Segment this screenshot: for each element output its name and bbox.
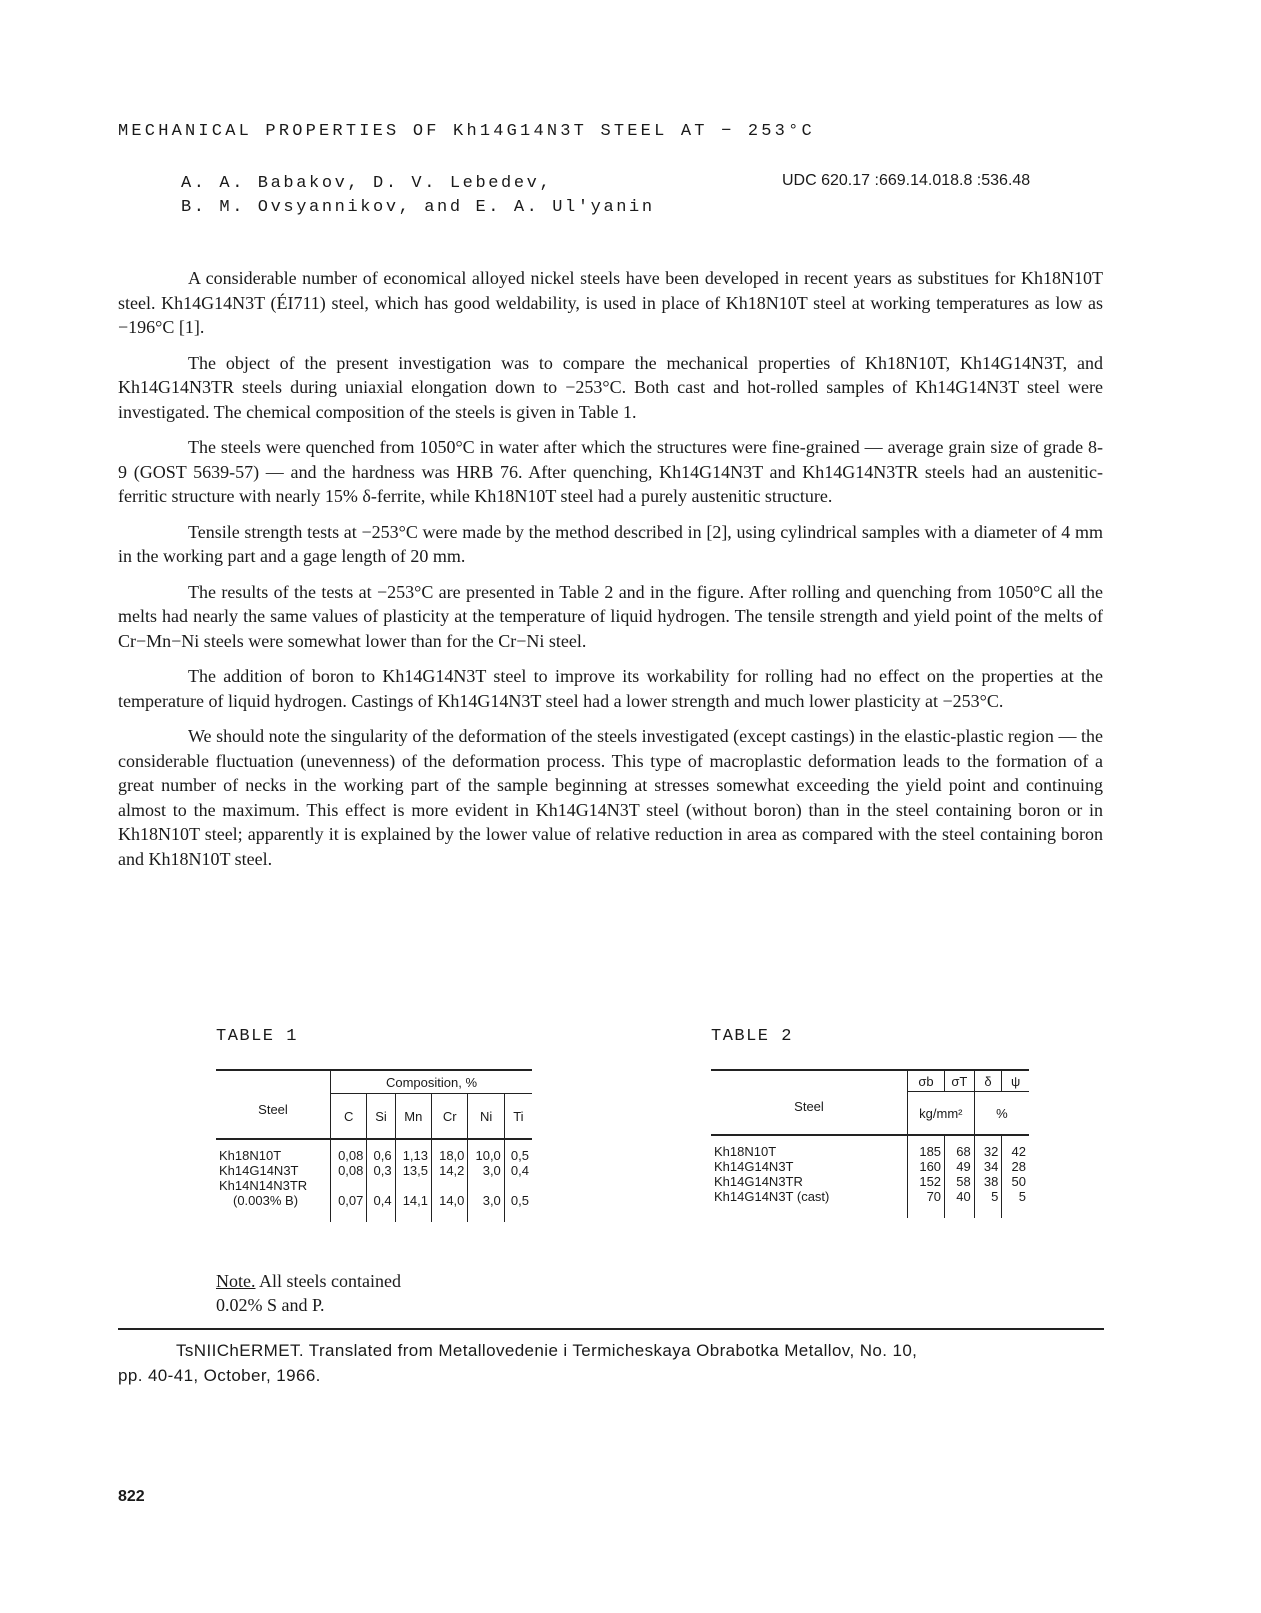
table-2-col-delta: δ — [974, 1070, 1002, 1092]
table-2-unit-percent: % — [974, 1092, 1029, 1136]
cell-value: 0,07 — [338, 1193, 364, 1208]
table-1-values-mn — [395, 1139, 431, 1222]
cell-value: 5 — [1018, 1189, 1026, 1204]
cell-value — [334, 1178, 363, 1193]
cell-value — [508, 1178, 529, 1193]
paragraph-7: We should note the singularity of the deformation of the steels investigated (except castings) in the elastic-plastic region — the considerable fluctuation (unevenness) of the deformation process. This type of macroplastic deformation leads to the formation of a great number of necks in the working part of the sample beginning at stresses somewhat exceeding the yield point and continuing almost to the maximum. This effect is more evident in Kh14G14N3T steel (without boron) than in the steel containing boron or in Kh18N10T steel; apparently it is explained by the lower value of relative reduction in area as compared with the steel containing boron and Kh18N10T steel. — [118, 726, 1103, 869]
author-line-1: A. A. Babakov, D. V. Lebedev, — [181, 174, 553, 193]
steel-name: Kh18N10T — [219, 1148, 282, 1163]
cell-value: 13,5 — [402, 1163, 429, 1178]
cell-value: 0,08 — [338, 1163, 364, 1178]
cell-value: 49 — [956, 1159, 971, 1174]
footnote-divider — [118, 1328, 1104, 1330]
cell-value: 42 — [1011, 1144, 1026, 1159]
author-line-2: B. M. Ovsyannikov, and E. A. Ul'yanin — [181, 198, 655, 217]
table-1-col-c: C — [331, 1094, 367, 1140]
table-2-col-sigma-b: σb — [908, 1070, 945, 1092]
table-2-col-sigma-t: σT — [945, 1070, 975, 1092]
page-number: 822 — [118, 1488, 145, 1505]
table-2-mechanical-properties — [711, 1069, 1029, 1218]
table-2-values-sigma-t — [945, 1135, 975, 1218]
paragraph-3: The steels were quenched from 1050°C in water after which the structures were fine-grained — average grain size of grade 8-9 (GOST 5639-57) — and the hardness was HRB 76. After quenching, Kh14G14N3T and Kh14G14N3TR steels had an austenitic-ferritic structure with nearly 15% δ-ferrite, while Kh18N10T steel had a purely austenitic structure. — [118, 437, 1103, 506]
steel-name: Kh14G14N3TR — [714, 1174, 803, 1189]
cell-value: 0,5 — [510, 1148, 529, 1163]
cell-value: 68 — [956, 1144, 971, 1159]
cell-value — [370, 1178, 391, 1193]
table-1-col-ti: Ti — [504, 1094, 532, 1140]
cell-value: 3,0 — [482, 1163, 501, 1178]
steel-name: Kh14G14N3T — [714, 1159, 794, 1174]
table-1-note — [216, 1269, 401, 1317]
table-1-steel-names — [216, 1139, 331, 1222]
table-1-values-c — [331, 1139, 367, 1222]
udc-code: UDC 620.17 :669.14.018.8 :536.48 — [782, 172, 1031, 189]
paragraph-1: A considerable number of economical alloyed nickel steels have been developed in recent years as substitues for Kh18N10T steel. Kh14G14N3T (ÉI711) steel, which has good weldability, is used in place of Kh18N10T steel at working temperatures as low as −196°C [1]. — [118, 268, 1103, 337]
cell-value: 38 — [983, 1174, 999, 1189]
table-2-values-psi — [1002, 1135, 1029, 1218]
cell-value: 0,08 — [338, 1148, 364, 1163]
paragraph-2: The object of the present investigation was to compare the mechanical properties of Kh18N10T, Kh14G14N3T, and Kh14G14N3TR steels during uniaxial elongation down to −253°C. Both cast and hot-rolled samples of Kh14G14N3T steel were investigated. The chemical composition of the steels is given in Table 1. — [118, 352, 1103, 422]
cell-value: 28 — [1011, 1159, 1026, 1174]
paragraph-6: The addition of boron to Kh14G14N3T steel to improve its workability for rolling had no effect on the properties at the temperature of liquid hydrogen. Castings of Kh14G14N3T steel had a lower strength and much lower plasticity at −253°C. — [118, 666, 1103, 711]
author-list — [181, 172, 655, 220]
cell-value: 0,4 — [510, 1163, 529, 1178]
cell-value: 10,0 — [475, 1148, 501, 1163]
cell-value — [435, 1178, 464, 1193]
cell-value: 0,5 — [510, 1193, 529, 1208]
article-body — [118, 266, 1103, 882]
table-2-unit-strength: kg/mm² — [908, 1092, 975, 1136]
table-2-values-delta — [974, 1135, 1002, 1218]
table-1-steel-header: Steel — [258, 1102, 288, 1117]
note-label: Note. — [216, 1271, 256, 1291]
table-1-label: TABLE 1 — [216, 1027, 298, 1046]
cell-value: 152 — [919, 1174, 942, 1189]
cell-value: 0,6 — [373, 1148, 392, 1163]
table-1-values-si — [367, 1139, 395, 1222]
table-row — [216, 1139, 532, 1222]
note-line-1: All steels contained — [259, 1271, 401, 1291]
table-1-values-cr — [432, 1139, 468, 1222]
cell-value: 58 — [956, 1174, 971, 1189]
steel-name: Kh14N14N3TR — [219, 1178, 308, 1193]
paragraph-5: The results of the tests at −253°C are presented in Table 2 and in the figure. After rolling and quenching from 1050°C all the melts had nearly the same values of plasticity at the temperature of liquid hydrogen. The tensile strength and yield point of the melts of Cr−Mn−Ni steels were somewhat lower than for the Cr−Ni steel. — [118, 581, 1103, 651]
footnote-line-2: pp. 40-41, October, 1966. — [118, 1366, 321, 1385]
steel-name: Kh14G14N3T — [219, 1163, 299, 1178]
table-2-steel-header: Steel — [794, 1099, 824, 1114]
cell-value: 0,4 — [373, 1193, 392, 1208]
steel-name: Kh14G14N3T (cast) — [714, 1189, 830, 1204]
steel-name: (0.003% B) — [233, 1193, 299, 1208]
table-1-composition-header: Composition, % — [331, 1070, 533, 1094]
cell-value: 0,3 — [373, 1163, 392, 1178]
cell-value: 34 — [983, 1159, 999, 1174]
table-1-col-mn: Mn — [395, 1094, 431, 1140]
table-1-composition — [216, 1069, 532, 1222]
note-line-2: 0.02% S and P. — [216, 1295, 325, 1315]
source-footnote — [118, 1338, 1104, 1388]
cell-value: 5 — [991, 1189, 999, 1204]
cell-value: 14,0 — [439, 1193, 465, 1208]
table-2-label: TABLE 2 — [711, 1027, 793, 1046]
cell-value: 3,0 — [482, 1193, 501, 1208]
paragraph-4: Tensile strength tests at −253°C were made by the method described in [2], using cylindrical samples with a diameter of 4 mm in the working part and a gage length of 20 mm. — [118, 521, 1103, 566]
cell-value: 40 — [956, 1189, 971, 1204]
cell-value — [471, 1178, 500, 1193]
cell-value: 160 — [919, 1159, 942, 1174]
cell-value — [399, 1178, 428, 1193]
table-1-col-si: Si — [367, 1094, 395, 1140]
table-2-col-psi: ψ — [1002, 1070, 1029, 1092]
cell-value: 14,1 — [402, 1193, 429, 1208]
cell-value: 18,0 — [439, 1148, 465, 1163]
footnote-line-1: TsNIIChERMET. Translated from Metallovedenie i Termicheskaya Obrabotka Metallov, No. 10, — [176, 1341, 918, 1360]
cell-value: 14,2 — [439, 1163, 465, 1178]
article-title: MECHANICAL PROPERTIES OF Kh14G14N3T STEEL AT − 253°C — [118, 122, 815, 141]
steel-name: Kh18N10T — [714, 1144, 777, 1159]
cell-value: 70 — [926, 1189, 942, 1204]
cell-value: 50 — [1011, 1174, 1026, 1189]
cell-value: 185 — [919, 1144, 942, 1159]
table-1-col-cr: Cr — [432, 1094, 468, 1140]
table-2-values-sigma-b — [908, 1135, 945, 1218]
table-2-steel-names — [711, 1135, 908, 1218]
table-row — [711, 1135, 1029, 1218]
cell-value: 1,13 — [402, 1148, 429, 1163]
cell-value: 32 — [983, 1144, 999, 1159]
table-1-values-ti — [504, 1139, 532, 1222]
table-1-col-ni: Ni — [468, 1094, 504, 1140]
table-1-values-ni — [468, 1139, 504, 1222]
